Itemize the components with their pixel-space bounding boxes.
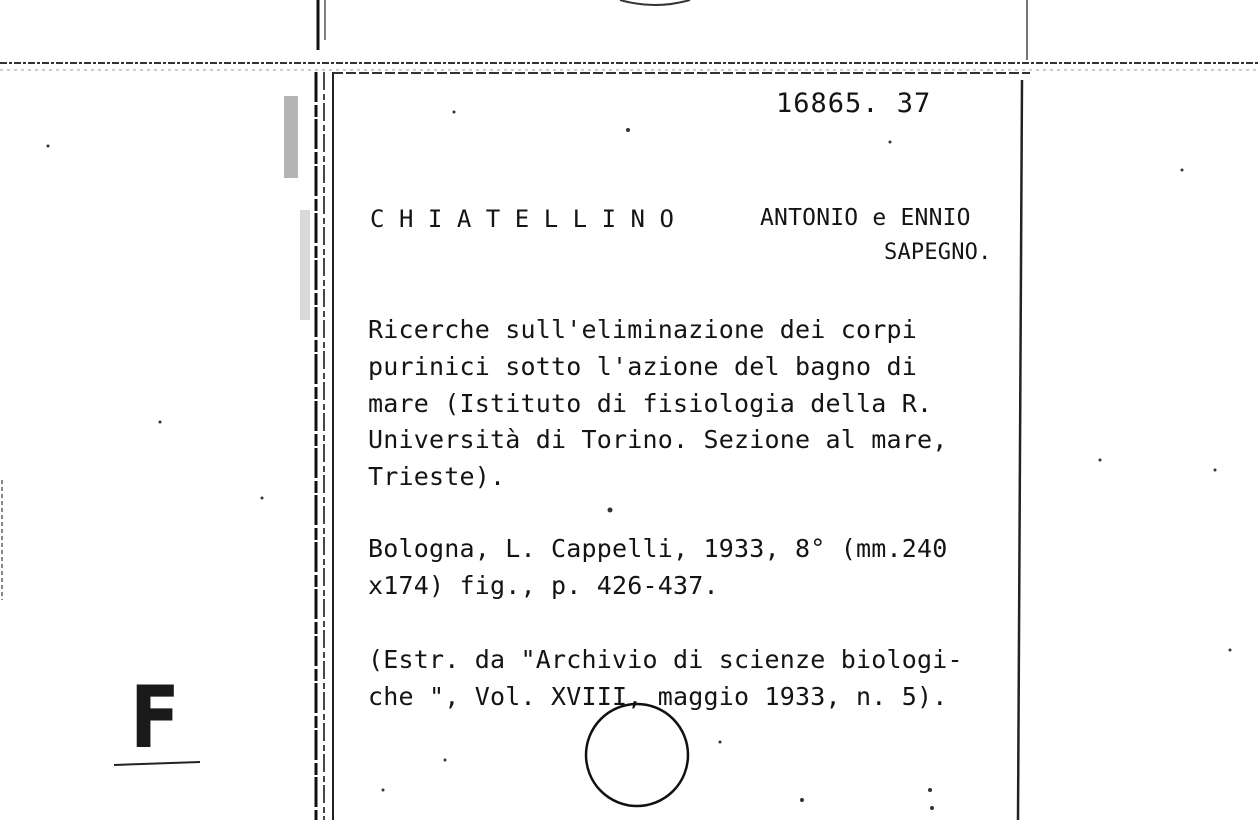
second-author: SAPEGNO. xyxy=(884,240,992,265)
author-surname: CHIATELLINO xyxy=(370,205,689,233)
note-line: (Estr. da "Archivio di scienze biologi- xyxy=(368,645,963,674)
author-given-names: ANTONIO e ENNIO xyxy=(760,205,971,231)
title-line: purinici sotto l'azione del bagno di xyxy=(368,352,918,381)
imprint-line: Bologna, L. Cappelli, 1933, 8° (mm.240 xyxy=(368,534,948,563)
title-line: Università di Torino. Sezione al mare, xyxy=(368,425,948,454)
shelfmark-number: 16865. 37 xyxy=(776,88,932,119)
title-line: Trieste). xyxy=(368,462,506,491)
margin-letter: F xyxy=(130,668,180,768)
title-line: mare (Istituto di fisiologia della R. xyxy=(368,389,933,418)
note-line: che ", Vol. XVIII, maggio 1933, n. 5). xyxy=(368,682,948,711)
title-line: Ricerche sull'eliminazione dei corpi xyxy=(368,315,918,344)
imprint-line: x174) fig., p. 426-437. xyxy=(368,571,719,600)
